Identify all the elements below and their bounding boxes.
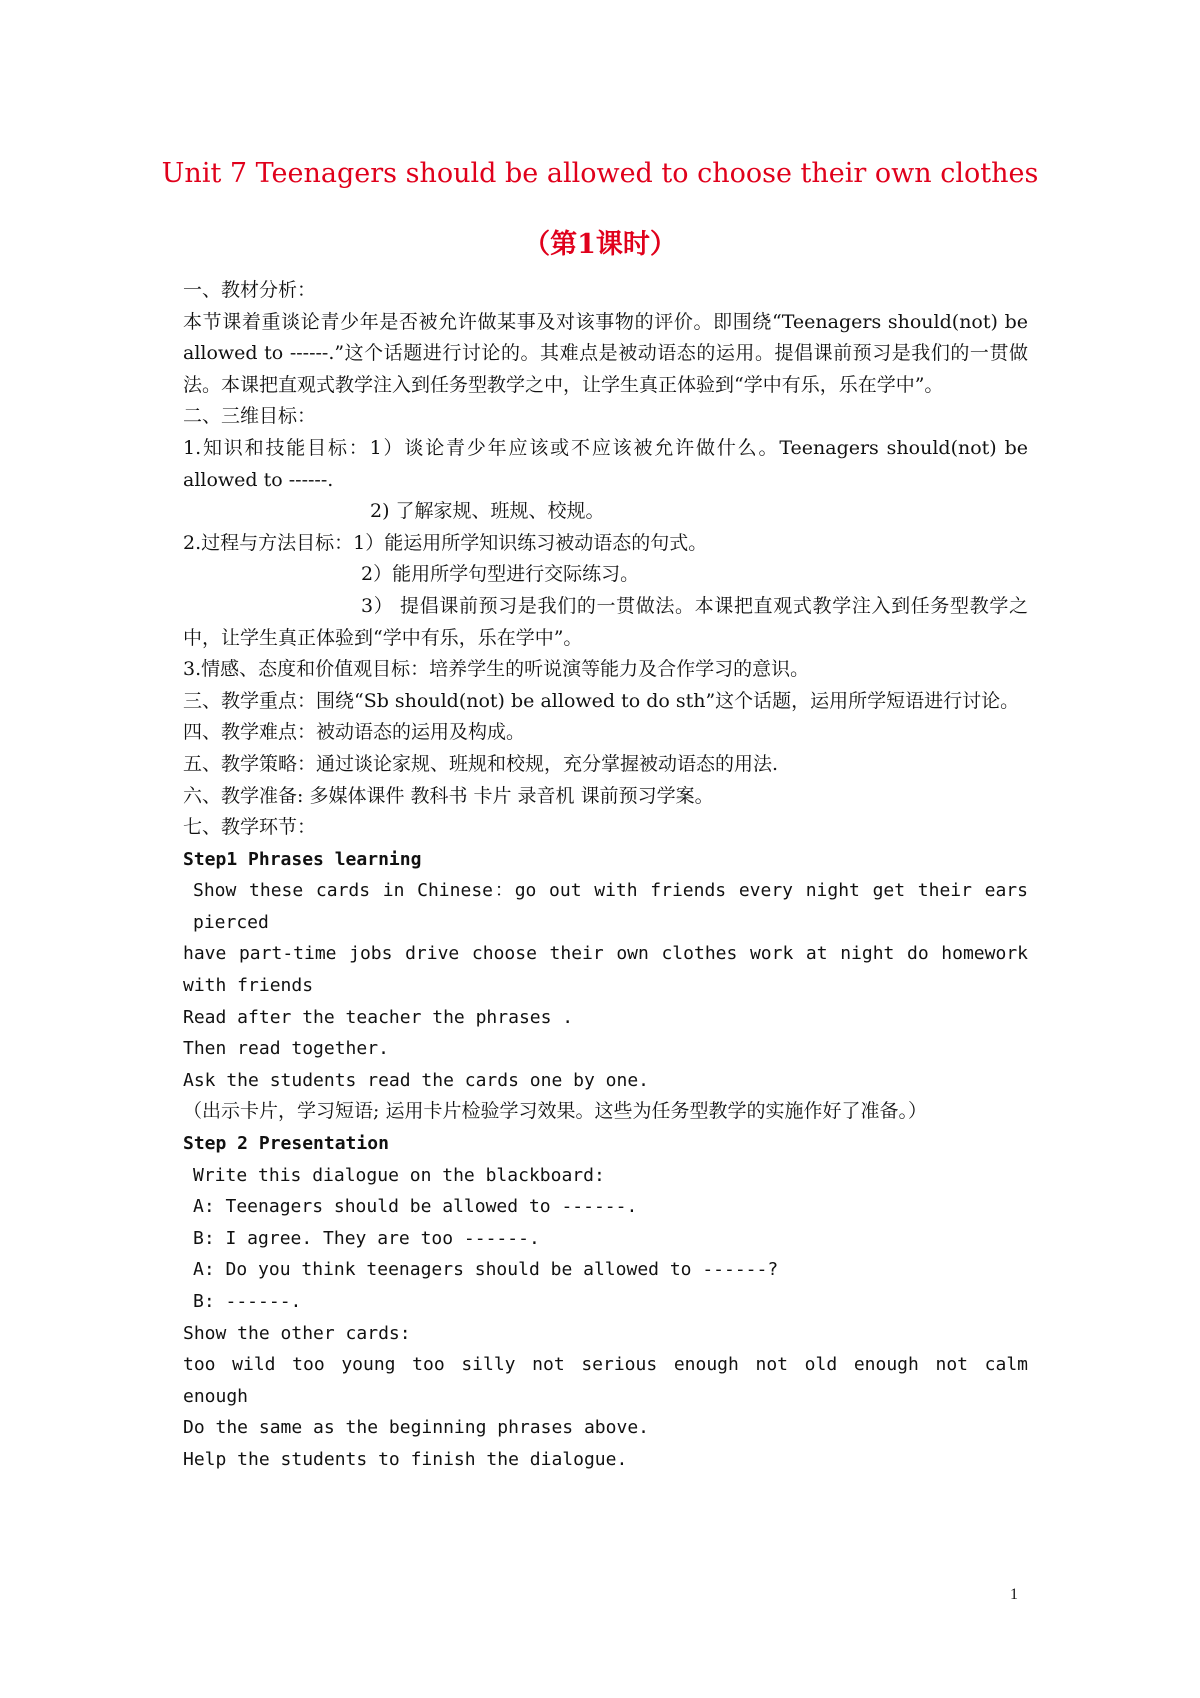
- paragraph: Show the other cards:: [183, 1322, 411, 1344]
- paragraph: 四、教学难点：被动语态的运用及构成。: [183, 721, 526, 744]
- page-number: 1: [1010, 1586, 1018, 1603]
- paragraph: Show these cards in Chinese：go out with friends every night get their ears pierced: [193, 880, 1028, 933]
- dialogue-line: B: ------.: [193, 1291, 302, 1312]
- paragraph: 3） 提倡课前预习是我们的一贯做法。本课把直观式教学注入到任务型教学之中，让学生真正体验到“学中有乐，乐在学中”。: [183, 594, 1028, 649]
- paragraph: 2) 了解家规、班规、校规。: [370, 500, 605, 523]
- paragraph: （出示卡片，学习短语; 运用卡片检验学习效果。这些为任务型教学的实施作好了准备。）: [183, 1100, 927, 1123]
- dialogue-line: A: Do you think teenagers should be allowed to ------?: [193, 1259, 779, 1281]
- dialogue-line: A: Teenagers should be allowed to ------.: [193, 1196, 638, 1218]
- paragraph: 2）能用所学句型进行交际练习。: [361, 563, 640, 586]
- paragraph: 3.情感、态度和价值观目标：培养学生的听说演等能力及合作学习的意识。: [183, 658, 810, 681]
- paragraph: 本节课着重谈论青少年是否被允许做某事及对该事物的评价。即围绕“Teenagers should(not) be allowed to ------.”这个话题进行讨论的。其难点是被动语态的运用。提倡课前预习是我们的一贯做法。本课把直观式教学注入到任务型教学之中，让学生真正体验到“学中有乐，乐在学中”。: [183, 310, 1028, 396]
- section-heading: 七、教学环节：: [183, 816, 317, 839]
- paragraph: Help the students to finish the dialogue.: [183, 1448, 628, 1470]
- paragraph: 2.过程与方法目标：1）能运用所学知识练习被动语态的句式。: [183, 531, 708, 554]
- paragraph: Ask the students read the cards one by one.: [183, 1069, 649, 1091]
- paragraph: Then read together.: [183, 1038, 389, 1060]
- step-heading: Step 2 Presentation: [183, 1133, 389, 1155]
- section-heading: 二、三维目标：: [183, 405, 317, 428]
- paragraph: 三、教学重点：围绕“Sb should(not) be allowed to do sth”这个话题，运用所学短语进行讨论。: [183, 689, 1020, 712]
- paragraph: 1.知识和技能目标：1）谈论青少年应该或不应该被允许做什么。Teenagers should(not) be allowed to ------.: [183, 436, 1028, 491]
- page-subtitle: （第1课时）: [523, 229, 677, 260]
- paragraph: 五、教学策略：通过谈论家规、班规和校规，充分掌握被动语态的用法.: [183, 752, 779, 775]
- dialogue-line: B: I agree. They are too ------.: [193, 1227, 540, 1249]
- page-title: Unit 7 Teenagers should be allowed to choose their own clothes: [161, 158, 1039, 189]
- paragraph: 六、教学准备: 多媒体课件 教科书 卡片 录音机 课前预习学案。: [183, 784, 714, 807]
- paragraph: have part-time jobs drive choose their own clothes work at night do homework with friends: [183, 943, 1028, 997]
- paragraph: Do the same as the beginning phrases above.: [183, 1417, 649, 1439]
- paragraph: too wild too young too silly not serious enough not old enough not calm enough: [183, 1354, 1028, 1407]
- step-heading: Step1 Phrases learning: [183, 848, 422, 870]
- dialogue-line: Write this dialogue on the blackboard:: [193, 1164, 605, 1186]
- paragraph: Read after the teacher the phrases .: [183, 1006, 574, 1028]
- document-body: [183, 275, 1028, 1476]
- section-heading: 一、教材分析：: [183, 279, 317, 301]
